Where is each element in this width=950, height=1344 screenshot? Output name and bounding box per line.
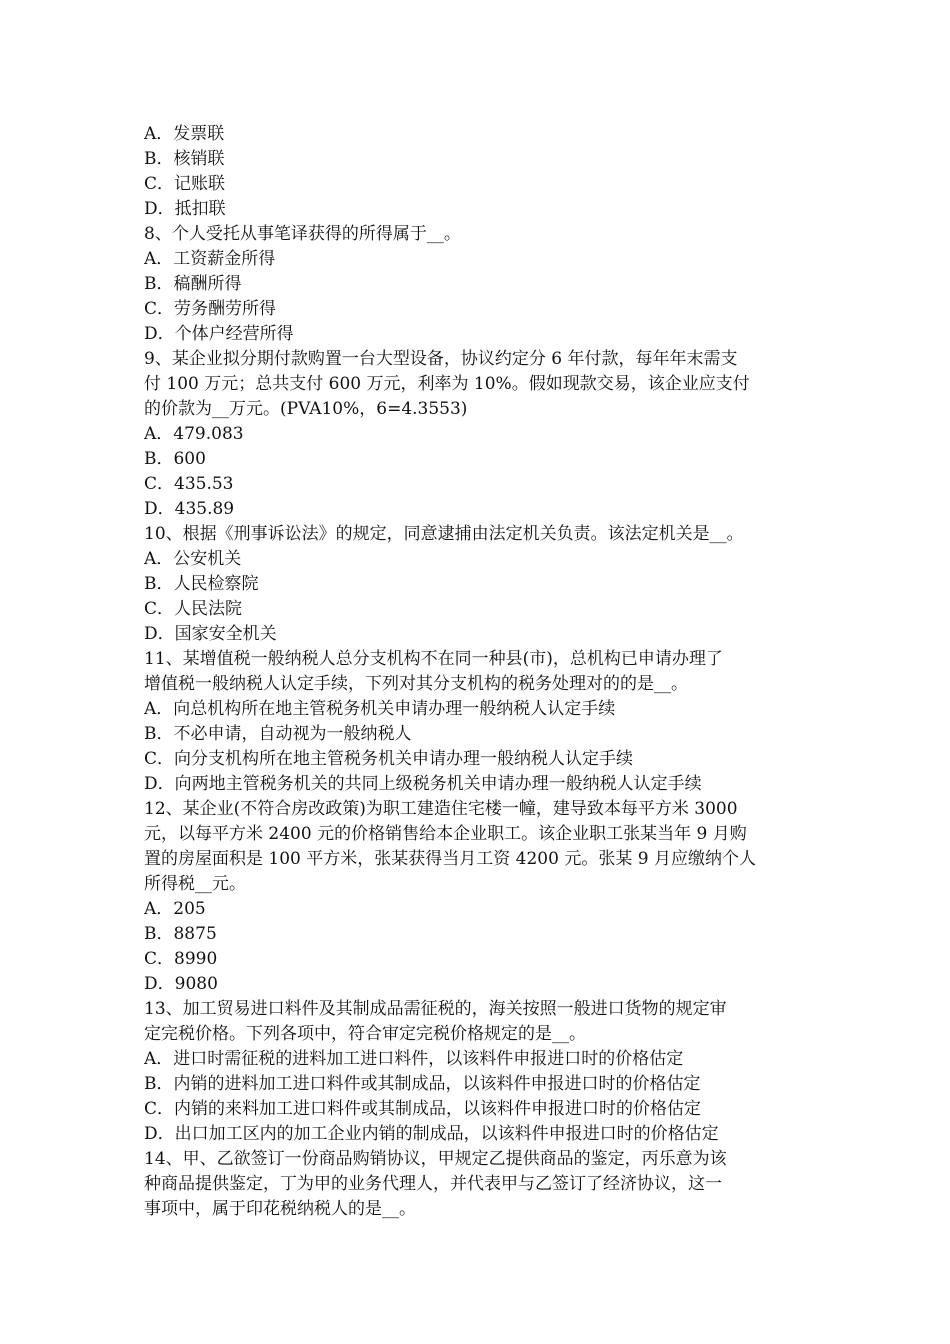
question-line: 11、某增值税一般纳税人总分支机构不在同一种县(市)，总机构已申请办理了 [144,649,723,669]
option-line: C．人民法院 [144,599,243,619]
option-line: B．不必申请，自动视为一般纳税人 [144,724,412,744]
question-line: 8、个人受托从事笔译获得的所得属于__。 [144,224,461,244]
option-line: C．向分支机构所在地主管税务机关申请办理一般纳税人认定手续 [144,749,634,769]
document-page [144,122,808,1222]
option-line: A．205 [144,899,206,919]
option-line: D．个体户经营所得 [144,324,294,344]
option-line: B．核销联 [144,149,225,169]
option-line: B．8875 [144,924,217,944]
question-line: 的价款为__万元。(PVA10%，6=4.3553) [144,399,468,419]
option-line: D．国家安全机关 [144,624,277,644]
question-line: 14、甲、乙欲签订一份商品购销协议，甲规定乙提供商品的鉴定，丙乐意为该 [144,1149,727,1169]
question-line: 12、某企业(不符合房改政策)为职工建造住宅楼一幢，建导致本每平方米 3000 [144,799,738,819]
option-line: A．479.083 [144,424,244,444]
question-line: 种商品提供鉴定，丁为甲的业务代理人，并代表甲与乙签订了经济协议，这一 [144,1174,722,1194]
question-line: 置的房屋面积是 100 平方米，张某获得当月工资 4200 元。张某 9 月应缴纳个人 [144,849,756,869]
option-line: A．向总机构所在地主管税务机关申请办理一般纳税人认定手续 [144,699,616,719]
option-line: B．人民检察院 [144,574,259,594]
question-line: 定完税价格。下列各项中，符合审定完税价格规定的是__。 [144,1024,586,1044]
option-line: B．600 [144,449,206,469]
option-line: A．发票联 [144,124,225,144]
option-line: C．记账联 [144,174,226,194]
question-line: 元，以每平方米 2400 元的价格销售给本企业职工。该企业职工张某当年 9 月购 [144,824,747,844]
option-line: A．公安机关 [144,549,242,569]
option-line: C．435.53 [144,474,234,494]
option-line: C．内销的来料加工进口料件或其制成品，以该料件申报进口时的价格估定 [144,1099,702,1119]
option-line: B．稿酬所得 [144,274,242,294]
option-line: D．向两地主管税务机关的共同上级税务机关申请办理一般纳税人认定手续 [144,774,702,794]
option-line: D．9080 [144,974,218,994]
question-line: 10、根据《刑事诉讼法》的规定，同意逮捕由法定机关负责。该法定机关是__。 [144,524,744,544]
question-line: 付 100 万元；总共支付 600 万元，利率为 10%。假如现款交易，该企业应支付 [144,374,750,394]
question-line: 13、加工贸易进口料件及其制成品需征税的，海关按照一般进口货物的规定审 [144,999,727,1019]
option-line: D．抵扣联 [144,199,226,219]
option-line: A．进口时需征税的进料加工进口料件，以该料件申报进口时的价格估定 [144,1049,684,1069]
option-line: D．出口加工区内的加工企业内销的制成品，以该料件申报进口时的价格估定 [144,1124,719,1144]
option-line: C．劳务酬劳所得 [144,299,277,319]
option-line: A．工资薪金所得 [144,249,276,269]
option-line: C．8990 [144,949,218,969]
question-line: 9、某企业拟分期付款购置一台大型设备，协议约定分 6 年付款，每年年末需支 [144,349,738,369]
option-line: B．内销的进料加工进口料件或其制成品，以该料件申报进口时的价格估定 [144,1074,701,1094]
question-line: 事项中，属于印花税纳税人的是__。 [144,1199,416,1219]
question-line: 所得税__元。 [144,874,246,894]
option-line: D．435.89 [144,499,235,519]
question-line: 增值税一般纳税人认定手续，下列对其分支机构的税务处理对的的是__。 [144,674,688,694]
